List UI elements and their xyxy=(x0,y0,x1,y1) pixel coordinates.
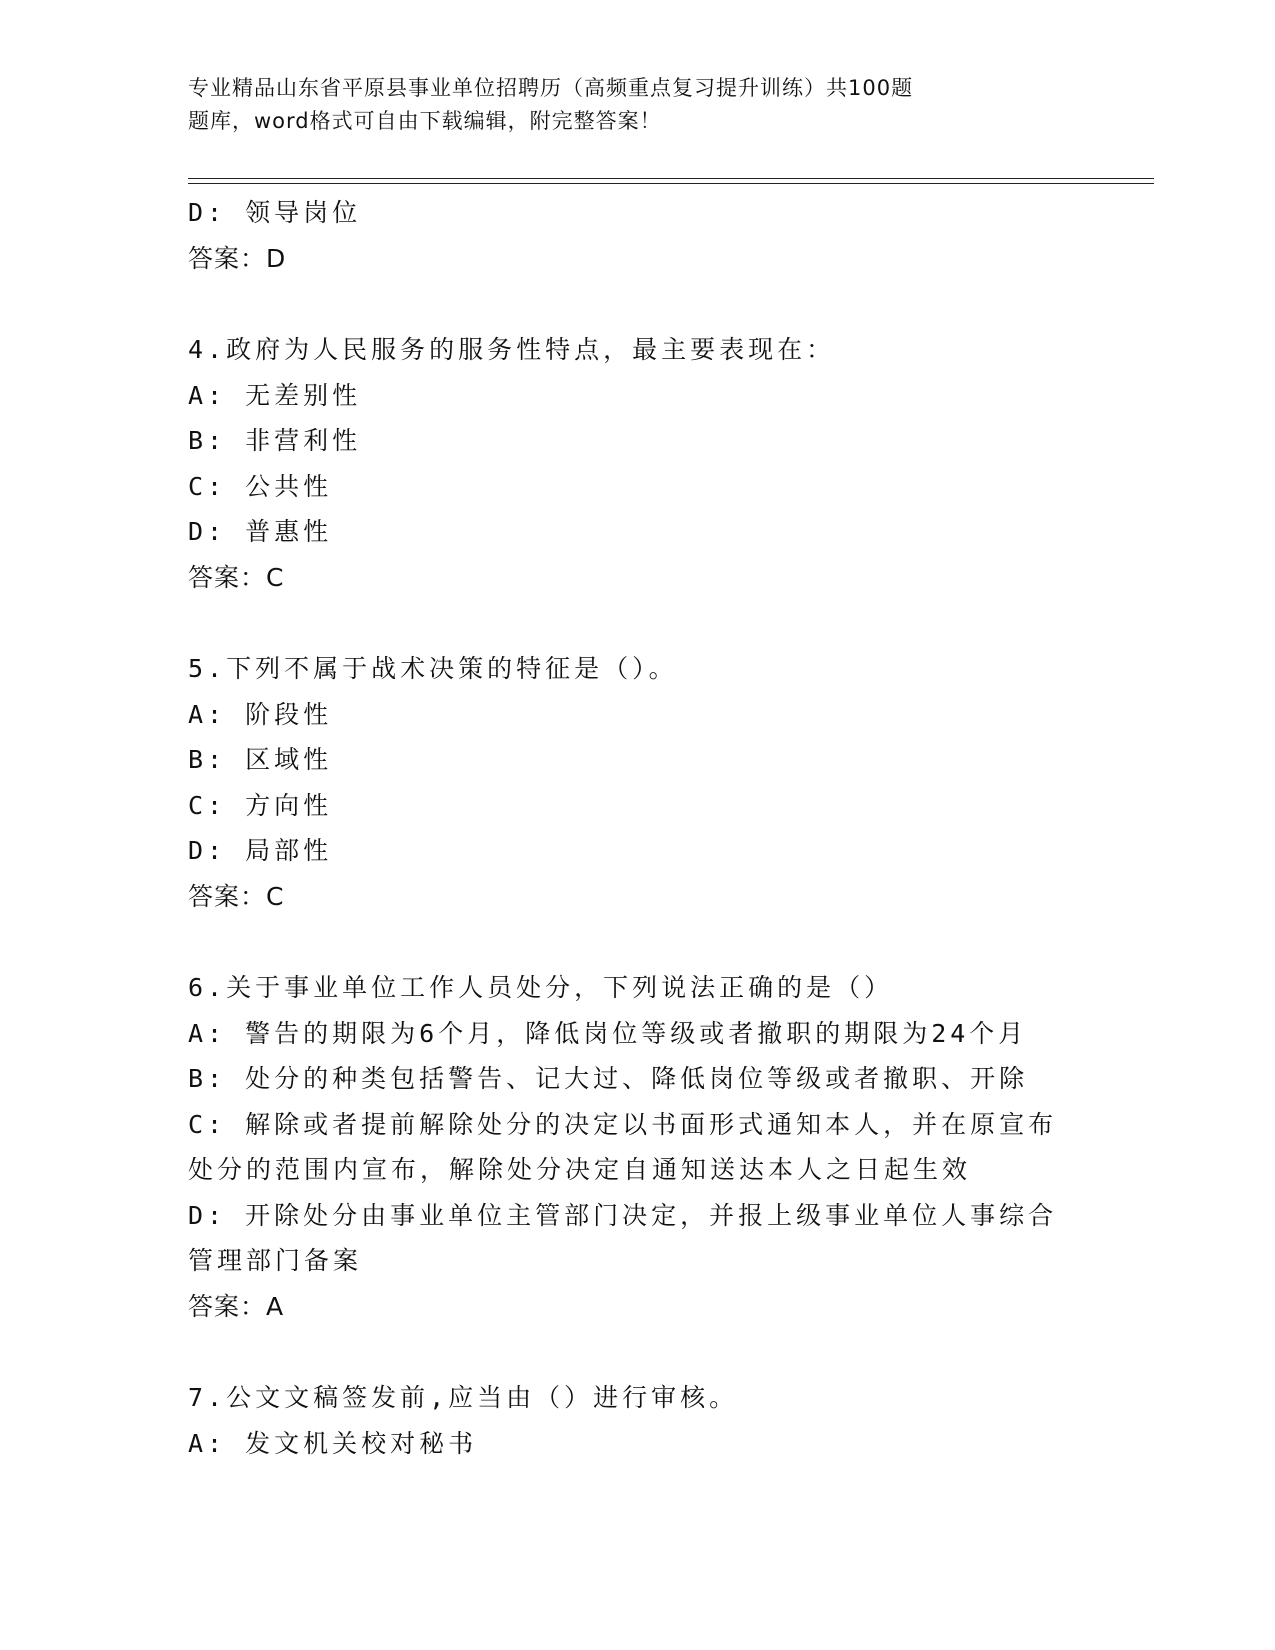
document-header xyxy=(188,72,1028,138)
header-line-2: 题库，word格式可自由下载编辑，附完整答案！ xyxy=(188,109,662,133)
option-a: A: 阶段性 xyxy=(188,699,333,729)
option-c: C: 方向性 xyxy=(188,790,333,820)
question-list xyxy=(188,190,1088,1466)
option-b: B: 处分的种类包括警告、记大过、降低岗位等级或者撤职、开除 xyxy=(188,1064,1029,1093)
question-stem: 5.下列不属于战术决策的特征是（）。 xyxy=(188,654,678,683)
question-5 xyxy=(188,646,1088,919)
option-b: B: 非营利性 xyxy=(188,426,362,455)
question-7 xyxy=(188,1375,1088,1466)
option-c: C: 解除或者提前解除处分的决定以书面形式通知本人，并在原宣布处分的范围内宣布，解除处分决定自通知送达本人之日起生效 xyxy=(188,1109,1058,1184)
option-d: D: 普惠性 xyxy=(188,517,333,546)
option-a: A: 警告的期限为6个月，降低岗位等级或者撤职的期限为24个月 xyxy=(188,1018,1028,1048)
question-4 xyxy=(188,327,1088,600)
option-b: B: 区域性 xyxy=(188,745,333,774)
option-d: D: 局部性 xyxy=(188,836,333,865)
option-a: A: 无差别性 xyxy=(188,380,362,410)
header-divider-top xyxy=(188,178,1154,179)
header-divider-bottom xyxy=(188,183,1154,184)
option-a: A: 发文机关校对秘书 xyxy=(188,1428,478,1458)
answer-line: 答案：C xyxy=(188,881,285,911)
answer-line: 答案：C xyxy=(188,562,285,592)
answer-line: 答案：D xyxy=(188,243,287,273)
option-d: D: 开除处分由事业单位主管部门决定，并报上级事业单位人事综合管理部门备案 xyxy=(188,1200,1058,1275)
question-6 xyxy=(188,965,1088,1329)
previous-question-tail xyxy=(188,190,1088,281)
question-stem: 6.关于事业单位工作人员处分，下列说法正确的是（） xyxy=(188,973,894,1002)
question-stem: 7.公文文稿签发前,应当由（）进行审核。 xyxy=(188,1383,739,1412)
answer-line: 答案：A xyxy=(188,1291,285,1321)
question-stem: 4.政府为人民服务的服务性特点，最主要表现在： xyxy=(188,335,836,364)
header-line-1: 专业精品山东省平原县事业单位招聘历（高频重点复习提升训练）共100题 xyxy=(188,76,914,100)
option-d: D: 领导岗位 xyxy=(188,198,362,227)
option-c: C: 公共性 xyxy=(188,471,333,501)
